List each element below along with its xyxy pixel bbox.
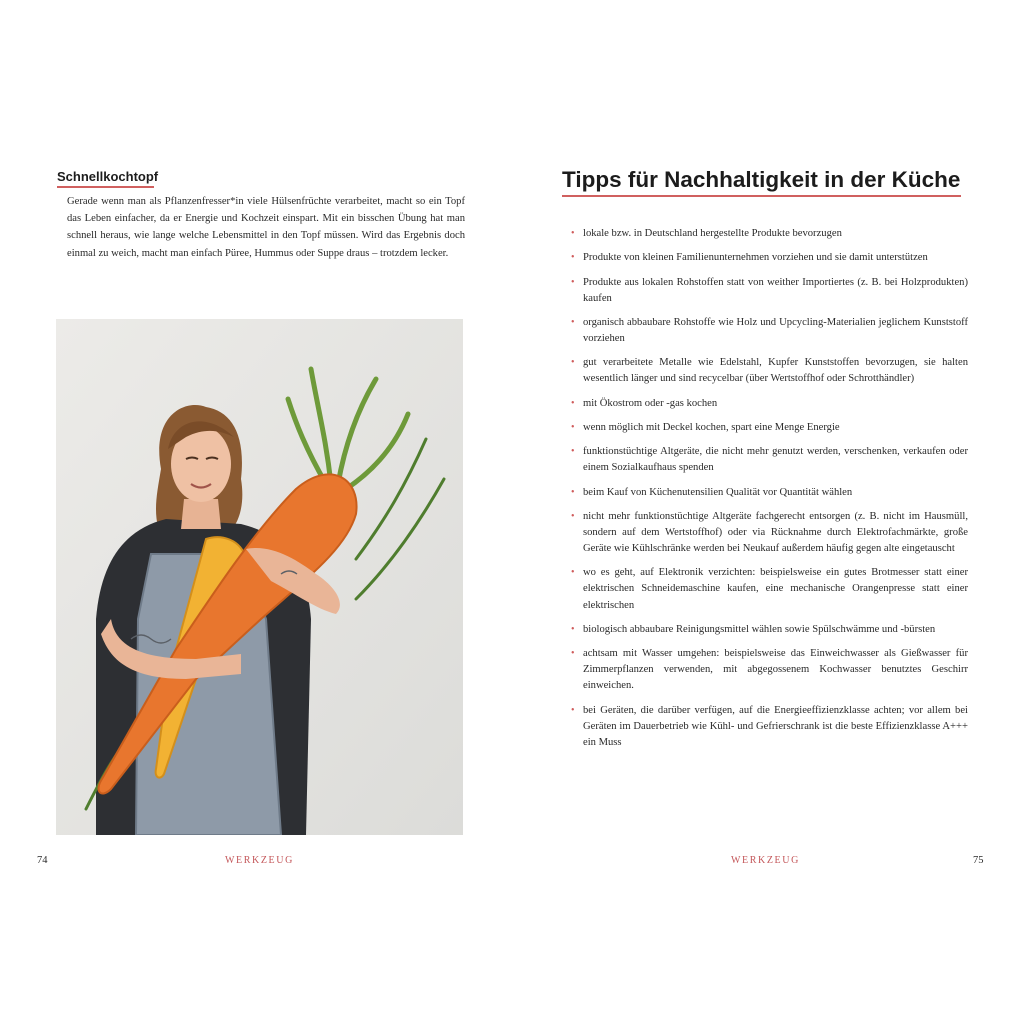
photo-woman-with-carrots <box>56 319 463 835</box>
list-item: • Produkte aus lokalen Rohstoffen statt von weither Importiertes (z. B. bei Holzprodukten) kaufen <box>571 276 968 304</box>
running-head-left: WERKZEUG <box>225 855 294 866</box>
bullet-icon: • <box>571 276 575 288</box>
list-item: • achtsam mit Wasser umgehen: beispielsweise das Einweichwasser als Gießwasser für Zimmerpflanzen verwenden, mit abgegossenem Kochwasser benutztes Geschirr einweichen. <box>571 648 968 692</box>
bullet-icon: • <box>571 357 575 369</box>
bullet-icon: • <box>571 648 575 660</box>
bullet-icon: • <box>571 252 575 264</box>
section-heading: Schnellkochtopf <box>57 169 159 184</box>
page-number-right: 75 <box>973 855 984 866</box>
bullet-icon: • <box>571 397 575 409</box>
bullet-icon: • <box>571 421 575 433</box>
list-item: • gut verarbeitete Metalle wie Edelstahl, Kupfer Kunststoffen bevorzugen, sie halten wesentlich länger und sind recycelbar (über Wertstoffhof oder Schrotthändler) <box>571 357 968 385</box>
bullet-icon: • <box>571 510 575 522</box>
list-item: • bei Geräten, die darüber verfügen, auf die Energieeffizienzklasse achten; vor allem bei Geräten im Dauerbetrieb wie Kühl- und Gefrierschrank ist die beste Effizienzklasse A+++ ein Muss <box>571 704 968 748</box>
list-item: • Produkte von kleinen Familienunternehmen vorziehen und sie damit unterstützen <box>570 250 968 266</box>
title-underline <box>562 195 961 197</box>
list-item: • biologisch abbaubare Reinigungsmittel wählen sowie Spülschwämme und -bürsten <box>570 622 968 638</box>
page-number-left: 74 <box>37 855 48 866</box>
bullet-icon: • <box>571 486 575 498</box>
bullet-icon: • <box>571 567 575 579</box>
list-item: • beim Kauf von Küchenutensilien Qualität vor Quantität wählen <box>570 485 968 501</box>
running-head-right: WERKZEUG <box>731 855 800 866</box>
tips-list <box>570 226 968 759</box>
bullet-icon: • <box>571 446 575 458</box>
list-item: • mit Ökostrom oder -gas kochen <box>570 396 968 412</box>
bullet-icon: • <box>571 228 575 239</box>
list-item: • lokale bzw. in Deutschland hergestellte Produkte bevorzugen <box>570 226 968 242</box>
page-title: Tipps für Nachhaltigkeit in der Küche <box>562 167 961 192</box>
list-item: • wenn möglich mit Deckel kochen, spart eine Menge Energie <box>570 420 968 436</box>
list-item: • funktionstüchtige Altgeräte, die nicht mehr genutzt werden, verschenken, verkaufen oder einem Sozialkaufhaus spenden <box>571 446 968 474</box>
list-item: • organisch abbaubare Rohstoffe wie Holz und Upcycling-Materialien jeglichem Kunststoff vorziehen <box>571 316 968 345</box>
list-item: • nicht mehr funktionstüchtige Altgeräte fachgerecht entsorgen (z. B. nicht im Hausmüll, sondern auf dem Wertstoffhof) oder via Rücknahme durch Elektrofachmärkte, große Geräte wie Kühlschränke werden bei Neukauf außerdem häufig gegen alte eingetauscht <box>571 510 968 555</box>
list-item: • wo es geht, auf Elektronik verzichten: beispielsweise ein gutes Brotmesser statt einer elektrischen Schneidemaschine kaufen, eine mechanische Orangenpresse statt einer elektrischen <box>571 567 968 611</box>
bullet-icon: • <box>571 704 575 716</box>
bullet-icon: • <box>571 623 575 635</box>
body-paragraph: Gerade wenn man als Pflanzenfresser*in viele Hülsenfrüchte verarbeitet, macht so ein Topf das Leben einfacher, da er Energie und Kochzeit einspart. Mit ein bisschen Übung hat man schnell heraus, wie lange welche Lebensmittel in den Topf müssen. Wird das Ergebnis doch einmal zu weich, macht man einfach Püree, Hummus oder Suppe draus – trotzdem lecker. <box>67 196 465 259</box>
bullet-icon: • <box>571 316 575 328</box>
heading-underline <box>57 186 154 188</box>
